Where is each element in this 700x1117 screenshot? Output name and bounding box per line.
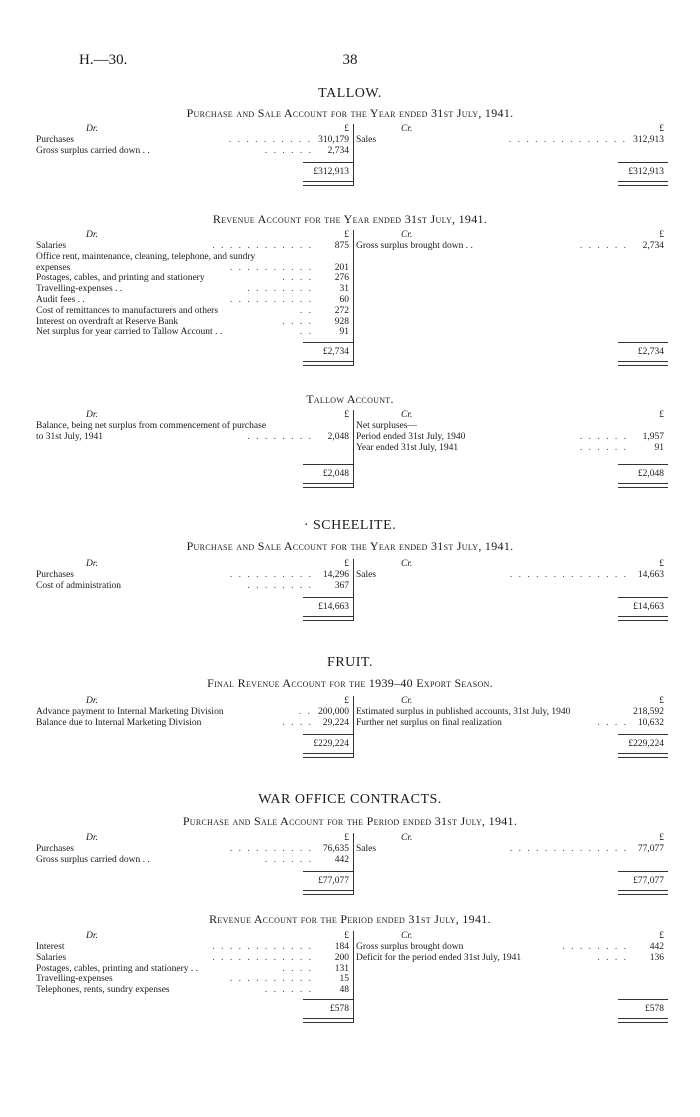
document-reference: H.—30.	[79, 52, 128, 68]
account-war-revenue	[36, 931, 668, 1023]
account-total: £2,734	[322, 347, 349, 357]
pound-sign-heading: £	[344, 124, 349, 134]
account-row	[36, 317, 353, 328]
account-row	[356, 707, 668, 718]
pound-sign-heading: £	[659, 124, 664, 134]
pound-sign-heading: £	[344, 833, 349, 843]
total-double-rule	[303, 1018, 353, 1023]
total-rule	[303, 999, 353, 1000]
row-amount: 15	[339, 974, 349, 985]
account-total: £77,077	[633, 876, 664, 886]
credit-heading: Cr.	[401, 230, 413, 240]
debit-heading: Dr.	[86, 833, 98, 843]
account-divider	[353, 559, 354, 621]
pound-sign-heading: £	[659, 410, 664, 420]
row-label: Balance, being net surplus from commencement of purchase	[36, 421, 267, 431]
credit-side	[356, 124, 668, 186]
debit-side	[36, 230, 353, 366]
row-label: Deficit for the period ended 31st July, 1941	[356, 952, 522, 963]
account-fruit-revenue	[36, 696, 668, 758]
section-title-fruit: FRUIT.	[327, 655, 373, 670]
row-label: expenses	[36, 262, 71, 273]
row-amount: 48	[339, 985, 349, 996]
pound-sign-heading: £	[344, 931, 349, 941]
page-number: 38	[342, 52, 358, 68]
row-label: Purchases	[36, 135, 74, 145]
account-title-war-revenue: Revenue Account for the Period ended 31st July, 1941.	[209, 912, 491, 926]
row-amount: 200,000	[318, 707, 349, 717]
row-amount: 200	[334, 952, 349, 963]
account-scheelite-purchase-sale	[36, 559, 668, 621]
leader-dots: . . . . . . . . . . . .	[212, 952, 313, 963]
row-label: to 31st July, 1941	[36, 431, 103, 442]
debit-heading: Dr.	[86, 410, 98, 420]
row-label: Cost of remittances to manufacturers and others	[36, 305, 219, 316]
pound-sign-heading: £	[344, 410, 349, 420]
pound-sign-heading: £	[344, 696, 349, 706]
row-amount: 442	[334, 854, 349, 865]
row-amount: 29,224	[322, 717, 349, 728]
row-amount: 14,663	[637, 570, 664, 580]
account-total: £2,734	[637, 347, 664, 357]
account-row	[36, 844, 353, 855]
row-amount: 312,913	[633, 135, 664, 145]
row-label: Purchases	[36, 570, 74, 580]
credit-heading: Cr.	[401, 124, 413, 134]
debit-side	[36, 833, 353, 895]
row-amount: 91	[339, 327, 349, 338]
leader-dots: . .	[299, 305, 313, 316]
account-total: £77,077	[318, 876, 349, 886]
leader-dots: . . . .	[282, 717, 313, 728]
leader-dots: . . . . . .	[264, 145, 313, 156]
row-amount: 2,734	[642, 241, 664, 251]
credit-heading: Cr.	[401, 410, 413, 420]
credit-side	[356, 833, 668, 895]
debit-side	[36, 410, 353, 488]
account-row	[36, 974, 353, 985]
leader-dots: . . . . . .	[579, 442, 628, 453]
debit-side	[36, 696, 353, 758]
account-divider	[353, 124, 354, 186]
total-double-rule	[303, 890, 353, 895]
page-header	[0, 52, 700, 72]
row-label: Postages, cables, printing and stationery . .	[36, 963, 198, 974]
row-amount: 60	[339, 295, 349, 305]
row-amount: 310,179	[318, 135, 349, 145]
leader-dots: . . . . . . . . . .	[229, 262, 313, 273]
debit-heading: Dr.	[86, 559, 98, 569]
row-label: Interest	[36, 942, 65, 952]
account-title-tallow-revenue: Revenue Account for the Year ended 31st July, 1941.	[212, 212, 488, 226]
account-row	[36, 327, 353, 338]
account-row	[36, 273, 353, 284]
row-amount: 367	[334, 580, 349, 591]
credit-side	[356, 559, 668, 621]
total-double-rule	[618, 181, 668, 186]
total-double-rule	[618, 753, 668, 758]
leader-dots: . . . .	[282, 963, 313, 974]
credit-side	[356, 931, 668, 1023]
credit-side	[356, 696, 668, 758]
account-row	[356, 241, 668, 252]
row-label: Gross surplus brought down	[356, 942, 464, 952]
leader-dots: . . . . . . . . . .	[229, 295, 313, 305]
account-row	[36, 252, 353, 263]
row-label: Office rent, maintenance, cleaning, telephone, and sundry	[36, 251, 256, 262]
pound-sign-heading: £	[659, 559, 664, 569]
total-rule	[303, 734, 353, 735]
total-rule	[618, 871, 668, 872]
leader-dots: . . . . . . . . . . . .	[212, 241, 313, 251]
account-divider	[353, 931, 354, 1023]
account-tallow-revenue	[36, 230, 668, 366]
row-amount: 76,635	[322, 844, 349, 854]
section-title-scheelite: · SCHEELITE.	[303, 518, 397, 533]
credit-side	[356, 410, 668, 488]
row-amount: 201	[334, 262, 349, 273]
account-row	[356, 953, 668, 964]
account-row	[36, 581, 353, 592]
total-rule	[618, 342, 668, 343]
row-label: Gross surplus brought down . .	[356, 241, 473, 251]
total-rule	[303, 597, 353, 598]
account-total: £2,048	[322, 469, 349, 479]
row-label: Purchases	[36, 844, 74, 854]
account-row	[36, 707, 353, 718]
account-row	[36, 135, 353, 146]
account-total: £14,663	[318, 602, 349, 612]
account-divider	[353, 410, 354, 488]
row-label: Sales	[356, 570, 377, 580]
row-amount: 77,077	[637, 844, 664, 854]
total-rule	[303, 162, 353, 163]
row-label: Further net surplus on final realization	[356, 717, 502, 728]
row-amount: 31	[339, 284, 349, 295]
debit-side	[36, 559, 353, 621]
pound-sign-heading: £	[659, 833, 664, 843]
account-divider	[353, 696, 354, 758]
account-total: £2,048	[637, 469, 664, 479]
leader-dots: . . . . . .	[579, 431, 628, 442]
total-rule	[618, 734, 668, 735]
row-label: Salaries	[36, 952, 67, 963]
leader-dots: . . . . . . . . . . . .	[212, 942, 313, 952]
row-label: Telephones, rents, sundry expenses	[36, 985, 170, 996]
debit-heading: Dr.	[86, 931, 98, 941]
account-row	[356, 135, 668, 146]
row-label: Salaries	[36, 241, 67, 251]
total-double-rule	[303, 361, 353, 366]
leader-dots: . . . .	[282, 316, 313, 327]
leader-dots: . .	[299, 327, 313, 338]
account-row	[36, 432, 353, 443]
account-row	[36, 570, 353, 581]
account-row	[356, 432, 668, 443]
account-row	[36, 855, 353, 866]
row-amount: 442	[649, 942, 664, 952]
row-label: Cost of administration	[36, 580, 121, 591]
debit-heading: Dr.	[86, 124, 98, 134]
row-amount: 136	[649, 952, 664, 963]
row-amount: 184	[334, 942, 349, 952]
account-row	[36, 421, 353, 432]
account-row	[36, 942, 353, 953]
row-amount: 91	[654, 442, 664, 453]
account-row	[356, 570, 668, 581]
account-row	[356, 421, 668, 432]
account-total: £229,224	[313, 739, 349, 749]
leader-dots: . . . . . .	[264, 854, 313, 865]
account-row	[36, 306, 353, 317]
debit-heading: Dr.	[86, 230, 98, 240]
row-amount: 131	[334, 963, 349, 974]
account-tallow-account	[36, 410, 668, 488]
row-label: Travelling-expenses	[36, 974, 113, 985]
account-title-tallow-account: Tallow Account.	[306, 392, 394, 406]
row-label: Sales	[356, 135, 377, 145]
account-row	[356, 718, 668, 729]
total-double-rule	[303, 616, 353, 621]
account-row	[356, 942, 668, 953]
total-rule	[618, 999, 668, 1000]
account-title-tallow-purchase-sale: Purchase and Sale Account for the Year ended 31st July, 1941.	[186, 106, 514, 120]
leader-dots: . . . . . . . .	[247, 284, 313, 295]
account-war-purchase-sale	[36, 833, 668, 895]
account-row	[36, 718, 353, 729]
leader-dots: . . . . . . . . . . . . . .	[509, 844, 628, 854]
total-rule	[303, 342, 353, 343]
row-label: Postages, cables, and printing and stationery	[36, 273, 205, 284]
account-total: £312,913	[628, 167, 664, 177]
row-label: Audit fees . .	[36, 295, 85, 305]
total-double-rule	[618, 1018, 668, 1023]
total-double-rule	[618, 483, 668, 488]
debit-side	[36, 931, 353, 1023]
leader-dots: . . . . . . . . . .	[229, 570, 313, 580]
row-amount: 218,592	[633, 707, 664, 717]
row-amount: 2,048	[327, 431, 349, 442]
credit-heading: Cr.	[401, 696, 413, 706]
row-label: Period ended 31st July, 1940	[356, 431, 466, 442]
account-total: £578	[330, 1004, 349, 1014]
row-amount: 14,296	[322, 570, 349, 580]
account-total: £229,224	[628, 739, 664, 749]
section-title-tallow: TALLOW.	[318, 86, 382, 101]
row-label: Gross surplus carried down . .	[36, 145, 150, 156]
row-label: Net surpluses—	[356, 421, 417, 431]
total-double-rule	[303, 483, 353, 488]
leader-dots: . . . . . . . . . .	[229, 844, 313, 854]
total-rule	[303, 464, 353, 465]
pound-sign-heading: £	[344, 230, 349, 240]
credit-heading: Cr.	[401, 559, 413, 569]
total-double-rule	[618, 616, 668, 621]
debit-side	[36, 124, 353, 186]
account-divider	[353, 833, 354, 895]
total-double-rule	[303, 181, 353, 186]
row-label: Advance payment to Internal Marketing Division	[36, 707, 224, 717]
account-row	[36, 295, 353, 306]
credit-side	[356, 230, 668, 366]
total-rule	[618, 597, 668, 598]
account-total: £578	[645, 1004, 664, 1014]
pound-sign-heading: £	[659, 696, 664, 706]
account-row	[356, 443, 668, 454]
row-amount: 276	[334, 273, 349, 284]
row-label: Net surplus for year carried to Tallow Account . .	[36, 327, 223, 338]
account-total: £312,913	[313, 167, 349, 177]
account-row	[356, 844, 668, 855]
account-title-scheelite-purchase-sale: Purchase and Sale Account for the Year ended 31st July, 1941.	[186, 539, 514, 553]
row-label: Balance due to Internal Marketing Division	[36, 717, 202, 728]
account-row	[36, 241, 353, 252]
leader-dots: . . . . . . . .	[247, 580, 313, 591]
row-label: Sales	[356, 844, 377, 854]
leader-dots: . .	[298, 707, 312, 717]
pound-sign-heading: £	[344, 559, 349, 569]
debit-heading: Dr.	[86, 696, 98, 706]
account-total: £14,663	[633, 602, 664, 612]
row-label: Travelling-expenses . .	[36, 284, 123, 295]
total-rule	[303, 871, 353, 872]
leader-dots: . . . .	[282, 273, 313, 284]
total-double-rule	[618, 890, 668, 895]
pound-sign-heading: £	[659, 230, 664, 240]
row-amount: 2,734	[327, 145, 349, 156]
row-label: Year ended 31st July, 1941	[356, 442, 459, 453]
account-row	[36, 985, 353, 996]
row-amount: 1,957	[642, 431, 664, 442]
leader-dots: . . . .	[597, 717, 628, 728]
row-label: Estimated surplus in published accounts, 31st July, 1940	[356, 707, 571, 717]
total-double-rule	[303, 753, 353, 758]
account-tallow-purchase-sale	[36, 124, 668, 186]
row-label: Gross surplus carried down . .	[36, 854, 150, 865]
account-divider	[353, 230, 354, 366]
leader-dots: . . . . . . . . . . . . . .	[508, 135, 627, 145]
leader-dots: . . . . . . . .	[562, 942, 628, 952]
total-rule	[618, 464, 668, 465]
leader-dots: . . . . . . . .	[247, 431, 313, 442]
leader-dots: . . . .	[597, 952, 628, 963]
section-title-war-office-contracts: WAR OFFICE CONTRACTS.	[258, 792, 442, 807]
row-label: Interest on overdraft at Reserve Bank	[36, 316, 179, 327]
account-row	[36, 146, 353, 157]
credit-heading: Cr.	[401, 931, 413, 941]
total-double-rule	[618, 361, 668, 366]
account-title-war-purchase-sale: Purchase and Sale Account for the Period ended 31st July, 1941.	[182, 814, 518, 828]
leader-dots: . . . . . . . . . .	[229, 974, 313, 985]
row-amount: 10,632	[637, 717, 664, 728]
leader-dots: . . . . . .	[579, 241, 628, 251]
account-row	[36, 263, 353, 274]
account-title-fruit-revenue: Final Revenue Account for the 1939–40 Export Season.	[207, 676, 493, 690]
row-amount: 272	[334, 305, 349, 316]
leader-dots: . . . . . .	[264, 985, 313, 996]
account-row	[36, 964, 353, 975]
credit-heading: Cr.	[401, 833, 413, 843]
row-amount: 875	[334, 241, 349, 251]
account-row	[36, 284, 353, 295]
row-amount: 928	[334, 316, 349, 327]
total-rule	[618, 162, 668, 163]
leader-dots: . . . . . . . . . .	[228, 135, 312, 145]
pound-sign-heading: £	[659, 931, 664, 941]
account-row	[36, 953, 353, 964]
leader-dots: . . . . . . . . . . . . . .	[509, 570, 628, 580]
